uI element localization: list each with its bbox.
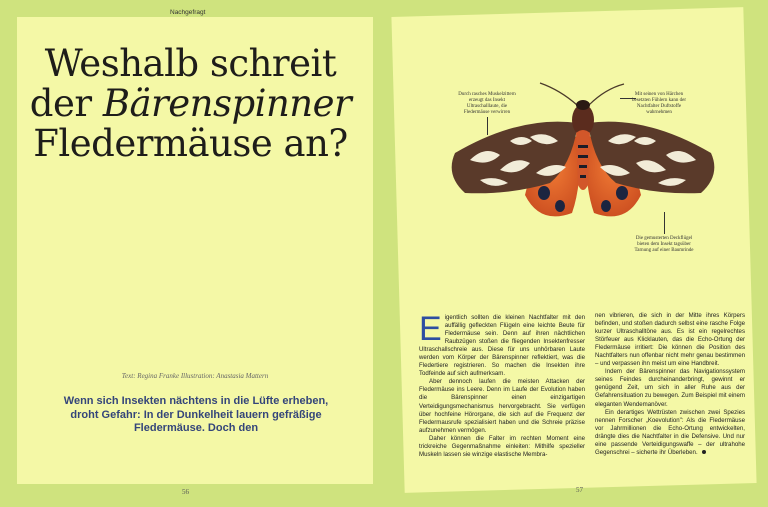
caption-antennae: Mit seinen von Härchen besetzten Fühlern kann der Nachtfalter Duftstoffe wahrnehmen — [631, 92, 686, 115]
caption-wings-leader — [664, 212, 665, 234]
page-number-left: 56 — [182, 488, 189, 496]
headline-line-1: Weshalb schreit — [44, 42, 337, 85]
rubric: Nachgefragt — [170, 9, 206, 16]
moth-antenna-right — [589, 84, 624, 105]
body-paragraph-3: Daher können die Falter im rechten Moment eine trickreiche Gegenmaßnahme einleiten: Mithilfe spezieller Muskeln lassen sie winzige elastische Membra- — [419, 434, 585, 458]
headline-italic: Bärenspinner — [102, 82, 352, 125]
body-paragraph-6: Ein derartiges Wettrüsten zwischen zwei Spezies nennen Forscher „Koevolution": Als die Fledermäuse vor Jahrmillionen die Echo-Ortung entwickelten, drängte dies die Nachtfalter in die Defensive. Und nur eine passende Verteidigungswaffe – der ultrahohe Gegenschrei – sicherte ihr Überleben. — [595, 408, 745, 456]
headline-line-2 — [18, 84, 363, 124]
page-title — [18, 44, 363, 164]
moth-antenna-left — [540, 83, 577, 105]
moth-head — [576, 100, 590, 110]
moth-abdomen — [576, 130, 590, 190]
body-paragraph-1: Eigentlich sollten die kleinen Nachtfalter mit den auffällig gefleckten Flügeln eine leichte Beute für Fledermäuse sein. Denn auf ihren nächtlichen Raubzügen stoßen die fliegenden Insektenfresser Ultraschallschreie aus. Diese für uns unhörbaren Laute werden vom Körper der Bärenspinner reflektiert, was die Fledertiere registrieren. So machen die Insekten ihre Todfeinde auf sich aufmerksam. — [419, 310, 585, 378]
lead-paragraph: Wenn sich Insekten nächtens in die Lüfte erheben, droht Gefahr: In der Dunkelheit lauern gefräßige Fledermäuse. Doch den — [63, 395, 329, 434]
caption-muscles: Durch rasches Muskelzittern erzeugt das Insekt Ultraschalllaute, die Fledermäuse verwirren — [458, 92, 516, 115]
body-column-2 — [595, 312, 745, 457]
caption-muscles-leader — [487, 117, 488, 135]
body-paragraph-4: nen vibrieren, die sich in der Mitte ihres Körpers befinden, und stoßen dadurch selbst eine rasche Folge kurzer Ultraschalltöne aus. Es ist ein regelrechtes Störfeuer aus Klicklauten, das die Echo-Ortung der Fledermäuse irritiert: Die können die Position des Nachtfalters nun offenbar nicht mehr genau bestimmen – und verpassen ihn meist um eine Handbreit. — [595, 312, 745, 368]
headline-line-3: Fledermäuse an? — [33, 122, 348, 165]
caption-wings: Die gemusterten Deckflügel bieten dem Insekt tagsüber Tarnung auf einer Baumrinde — [634, 236, 694, 253]
body-paragraph-5: Indem der Bärenspinner das Navigationssystem seines Feindes durcheinanderbringt, gewinnt er genügend Zeit, um sich in aller Ruhe aus der Gefahrensituation zu bewegen. Zum Beispiel mit einem eleganten Wendemanöver. — [595, 368, 745, 408]
drop-cap: E — [419, 310, 442, 348]
end-mark-icon — [702, 450, 706, 454]
page-number-right: 57 — [576, 486, 583, 494]
body-column-1 — [419, 310, 585, 459]
headline-word: der — [29, 82, 92, 125]
body-paragraph-2: Aber dennoch laufen die meisten Attacken der Fledermäuse ins Leere. Denn im Laufe der Evolution haben die Bärenspinner einen einzigartigen Verteidigungsmechanismus hervorgebracht. Sie verfügen über hochfeine Hörorgane, die sich auf die Frequenz der Fledermausrufe spezialisiert haben und die Schreie präzise aufzunehmen vermögen. — [419, 378, 585, 434]
caption-antennae-leader — [620, 98, 636, 99]
author-credit: Text: Regina Franke Illustration: Anastasia Mattern — [121, 372, 269, 380]
